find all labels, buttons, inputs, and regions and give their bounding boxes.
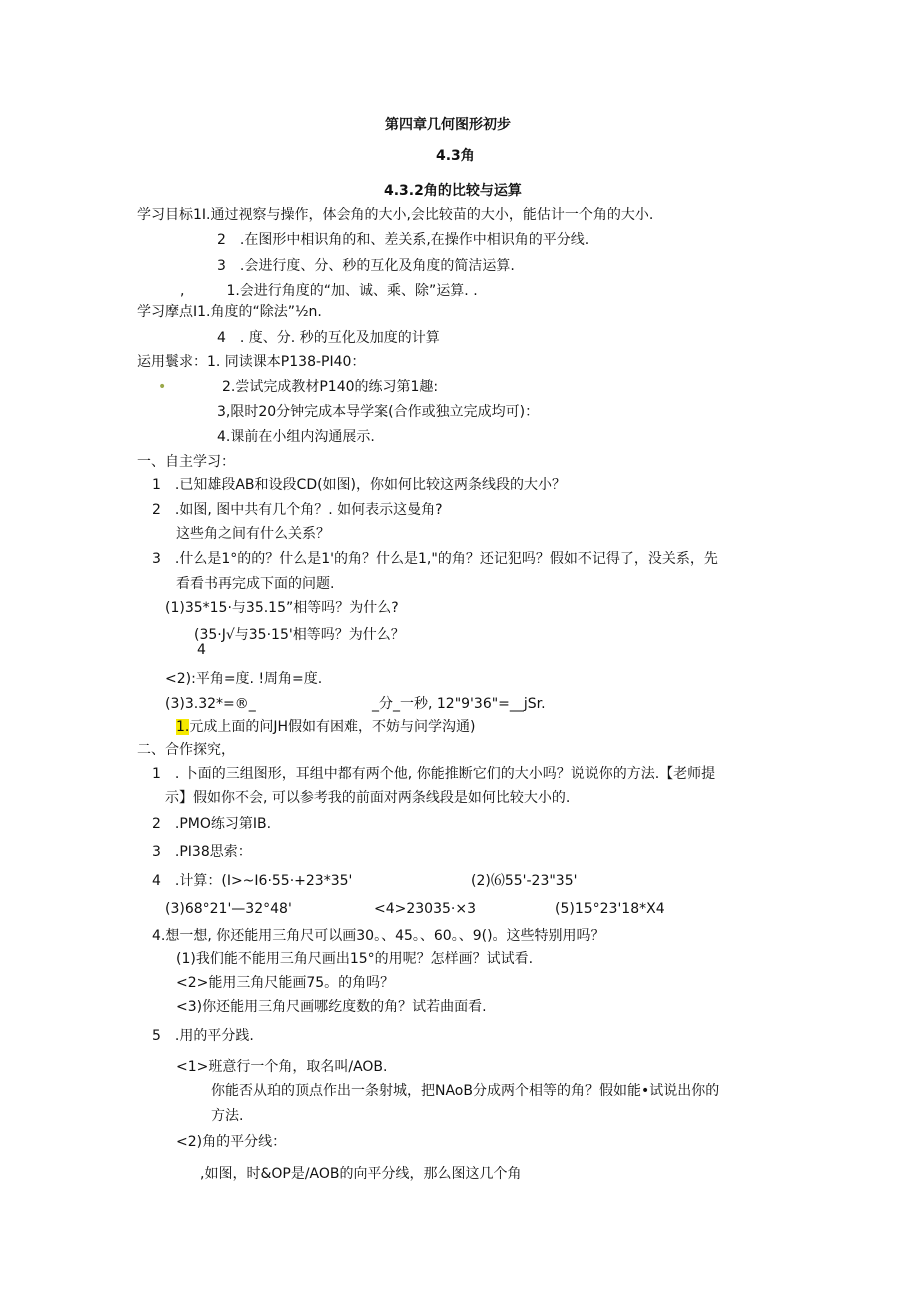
- calc-3: (3)68°21'—32°48': [165, 901, 292, 917]
- part-1-item-2b: 这些角之间有什么关系？: [176, 526, 330, 542]
- part-2-item-3: 3 .PI38思索：: [152, 844, 252, 860]
- requirement-4: 4.课前在小组内沟通展示.: [217, 429, 375, 445]
- part-1-item-3b: 看看书再完成下面的问题.: [176, 576, 335, 592]
- part-2-item-5: 5 .用的平分践.: [152, 1028, 254, 1044]
- question-1b: (35·J√与35·15'相等吗？为什么？: [194, 627, 405, 643]
- requirement-1: 运用鬟求：1. 同读课本P138-PI40：: [137, 354, 366, 370]
- question-3b: _分_一秒, 12"9'36"=__jSr.: [372, 696, 546, 712]
- part-1-title: 一、自主学习：: [137, 454, 235, 470]
- calc-4: <4>23035·×3: [374, 901, 476, 917]
- page-title: 第四章几何图形初步: [385, 117, 511, 133]
- note-text: 元成上面的问JH假如有困难，不妨与问学沟通): [189, 719, 476, 735]
- bisector-2: <2)角的平分线：: [176, 1134, 287, 1150]
- requirement-2: 2.尝试完成教材P140的练习第1趣:: [222, 379, 439, 395]
- goal-4: , 1.会进行角度的“加、诚、乘、除”运算. .: [180, 283, 478, 299]
- key-point-1: 学习摩点I1.角度的“除法”½n.: [137, 304, 322, 320]
- key-point-4: 4 . 度、分. 秒的互化及加度的计算: [217, 330, 440, 346]
- question-3a: (3)3.32*=®_: [165, 696, 256, 712]
- think-item-3: <3)你还能用三角尺画哪纥度数的角？试若曲面看.: [176, 999, 487, 1015]
- part-1-item-2: 2 .如图, 图中共有几个角？. 如何表示这曼角?: [152, 502, 443, 518]
- goal-1: 学习目标1I.通过视察与操作，体会角的大小,会比较苗的大小，能估计一个角的大小.: [137, 207, 654, 223]
- bisector-2b: ,如图，时&OP是/AOB的向平分线，那么图这几个角: [200, 1166, 522, 1182]
- bisector-1: <1>班意行一个角，取名叫/AOB.: [176, 1059, 388, 1075]
- question-1c: 4: [197, 642, 206, 658]
- requirement-3: 3,限时20分钟完成本导学案(合作或独立完成均可)：: [217, 404, 540, 420]
- subsection-title: 4.3.2角的比较与运算: [384, 183, 522, 199]
- question-2: <2):平角=度. !周角=度.: [165, 671, 323, 687]
- think-item-1: (1)我们能不能用三角尺画出15°的用呢？怎样画？试试看.: [176, 951, 534, 967]
- goal-2: 2 .在图形中相识角的和、差关系,在操作中相识角的平分线.: [217, 232, 590, 248]
- bisector-1c: 方法.: [211, 1108, 244, 1124]
- calc-5: (5)15°23'18*X4: [555, 901, 665, 917]
- part-2-title: 二、合作探究，: [137, 742, 235, 758]
- highlight-mark: 1.: [176, 719, 190, 735]
- part-1-item-3: 3 .什么是1°的的？什么是1'的角？什么是1,"的角？还记犯吗？假如不记得了，没关系，先: [152, 551, 718, 567]
- bisector-1b: 你能否从珀的顶点作出一条射城，把NAoB分成两个相等的角？假如能•试说出你的: [211, 1083, 720, 1099]
- goal-3: 3 .会进行度、分、秒的互化及角度的简洁运算.: [217, 258, 515, 274]
- part-1-item-1: 1 .已知雄段AB和设段CD(如图)，你如何比较这两条线段的大小？: [152, 477, 567, 493]
- part-2-item-2: 2 .PMO练习第IB.: [152, 816, 272, 832]
- part-2-item-1b: 示】假如你不会, 可以参考我的前面对两条线段是如何比较大小的.: [165, 790, 571, 806]
- think-item-2: <2>能用三角尺能画75。的角吗？: [176, 975, 395, 991]
- think-item: 4.想一想, 你还能用三角尺可以画30。、45。、60。、9()。这些特别用吗？: [152, 928, 605, 944]
- section-title: 4.3角: [436, 148, 475, 164]
- note-line: [176, 718, 475, 736]
- calc-2: (2)⑹55'-23"35': [471, 873, 578, 889]
- question-1: (1)35*15·与35.15”相等吗？为什么?: [165, 600, 399, 616]
- bullet-dot: •: [158, 379, 167, 395]
- calc-1: 4 .计算：(I>~I6·55·+23*35': [152, 873, 353, 889]
- part-2-item-1: 1 . 卜面的三组图形，耳组中都有两个他, 你能推断它们的大小吗？说说你的方法.【老师提: [152, 766, 716, 782]
